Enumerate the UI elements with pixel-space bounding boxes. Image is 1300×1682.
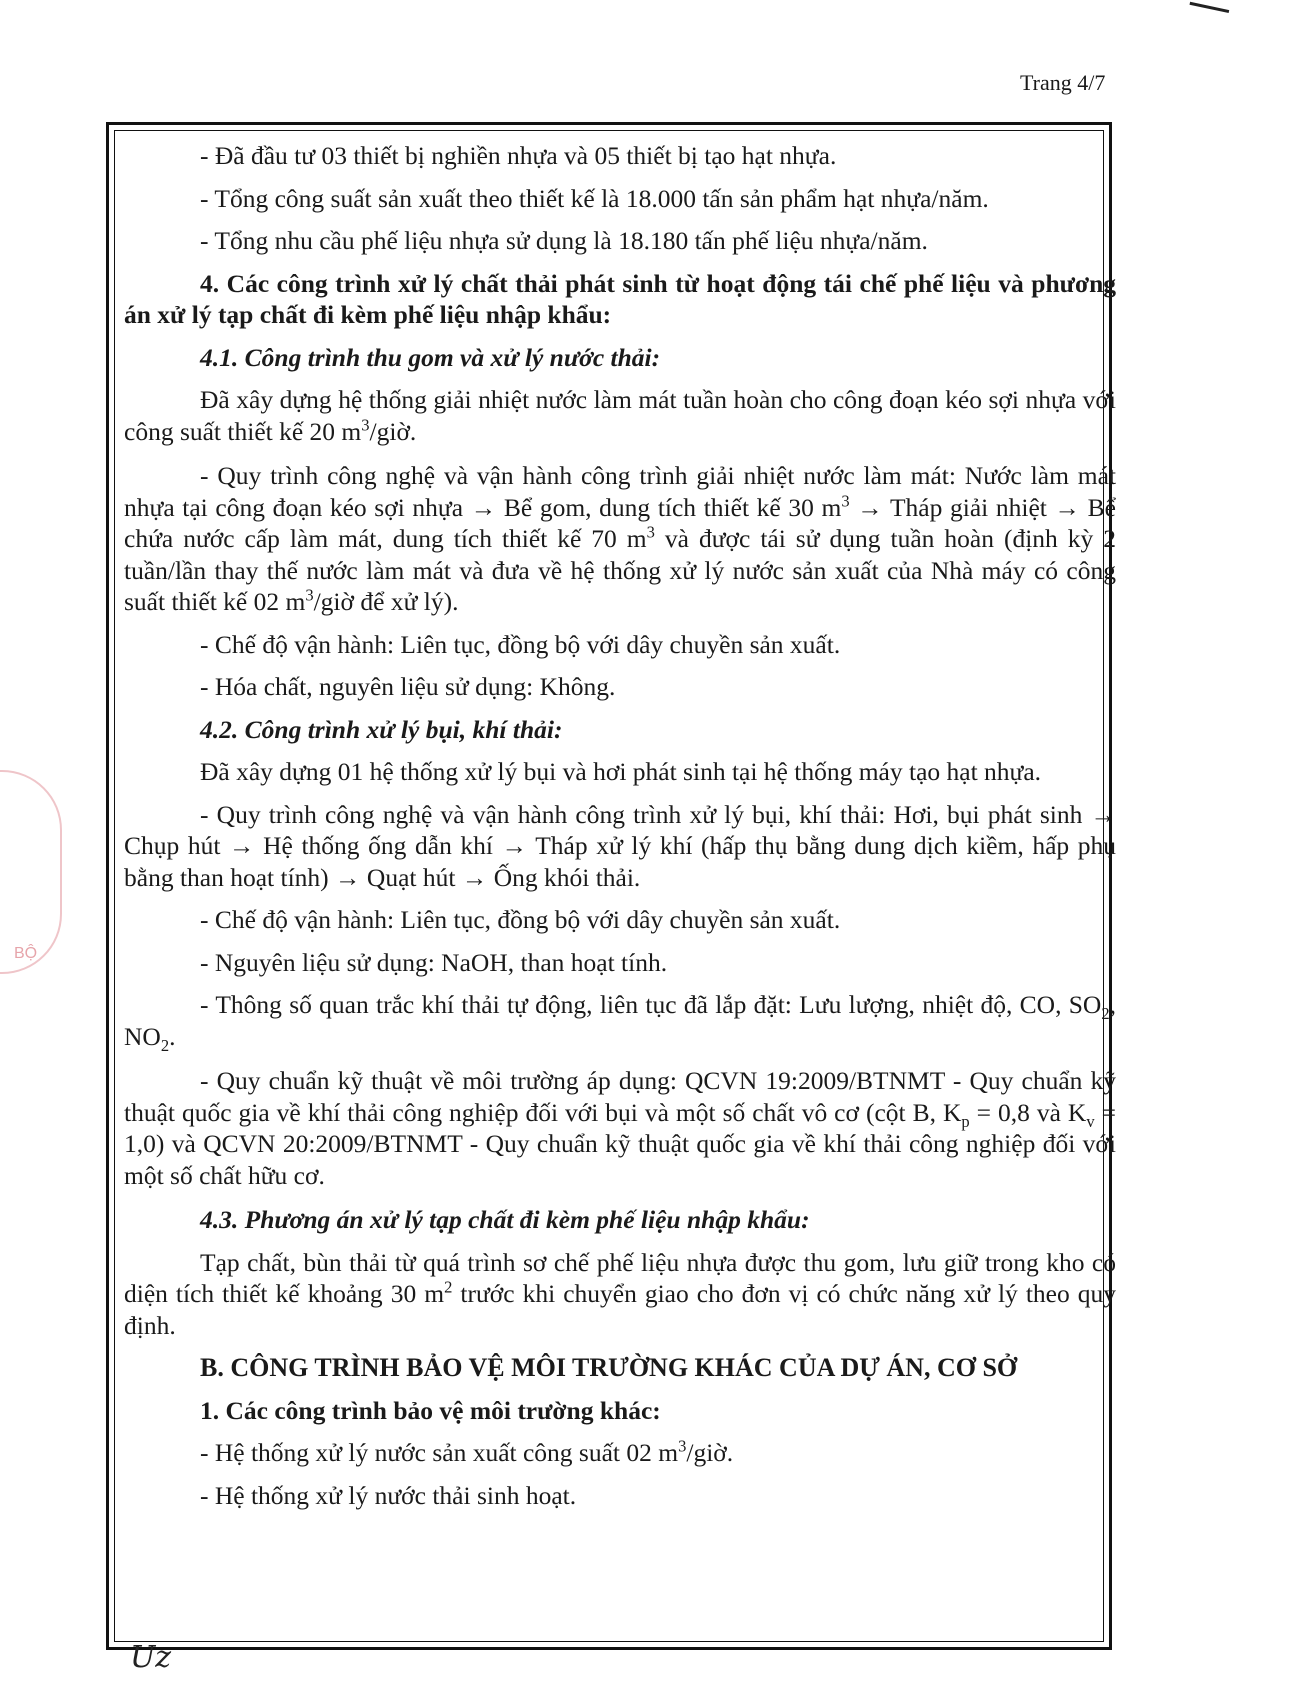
paragraph-standards: - Quy chuẩn kỹ thuật về môi trường áp dụng: QCVN 19:2009/BTNMT - Quy chuẩn kỹ thuật quốc gia về khí thải công nghiệp đối với bụi và một số chất vô cơ (cột B, $K_p = 0,8$ và $K_v = 1,0$) và QCVN 20:2009/BTNMT - Quy chuẩn kỹ thuật quốc gia về khí thải công nghiệp đối với một số chất hữu cơ.	[124, 1066, 1117, 1190]
heading-section-b: B. CÔNG TRÌNH BẢO VỆ MÔI TRƯỜNG KHÁC CỦA DỰ ÁN, CƠ SỞ	[200, 1353, 1018, 1382]
paragraph-equipment: - Đã đầu tư 03 thiết bị nghiền nhựa và 05 thiết bị tạo hạt nhựa.	[200, 141, 837, 170]
handwritten-initials: Uz	[130, 1640, 172, 1675]
paragraph-cooling-process: - Quy trình công nghệ và vận hành công trình giải nhiệt nước làm mát: Nước làm mát nhựa tại công đoạn kéo sợi nhựa → Bể gom, dung tích thiết kế 30 $m^3$ → Tháp giải nhiệt → Bể chứa nước cấp làm mát, dung tích thiết kế 70 $m^3$ và được tái sử dụng tuần hoàn (định kỳ 2 tuần/lần thay thế nước làm mát và đưa về hệ thống xử lý nước sản xuất của Nhà máy có công suất thiết kế 02 $m^3$/giờ để xử lý).	[124, 461, 1116, 616]
paragraph-dust-process: - Quy trình công nghệ và vận hành công trình xử lý bụi, khí thải: Hơi, bụi phát sinh → Chụp hút → Hệ thống ống dẫn khí → Tháp xử lý khí (hấp thụ bằng dung dịch kiềm, hấp phụ bằng than hoạt tính) → Quạt hút → Ống khói thải.	[124, 799, 1116, 892]
red-seal-stamp	[0, 770, 62, 974]
page-number: Trang 4/7	[1020, 70, 1106, 95]
paragraph-operation-mode: - Chế độ vận hành: Liên tục, đồng bộ với dây chuyền sản xuất.	[200, 629, 841, 659]
scan-corner-mark	[1190, 0, 1231, 13]
paragraph-scrap-demand: - Tổng nhu cầu phế liệu nhựa sử dụng là 18.180 tấn phế liệu nhựa/năm.	[200, 226, 928, 255]
heading-4-1: 4.1. Công trình thu gom và xử lý nước thải:	[200, 342, 661, 372]
heading-b-1: 1. Các công trình bảo vệ môi trường khác:	[200, 1395, 661, 1425]
red-seal-stamp-text: BỘ	[14, 945, 38, 962]
paragraph-cooling-system: Đã xây dựng hệ thống giải nhiệt nước làm mát tuần hoàn cho công đoạn kéo sợi nhựa với công suất thiết kế 20 $m^3$/giờ.	[124, 385, 1116, 446]
heading-section-4: 4. Các công trình xử lý chất thải phát sinh từ hoạt động tái chế phế liệu và phương án xử lý tạp chất đi kèm phế liệu nhập khẩu:	[124, 268, 1116, 329]
heading-4-2: 4.2. Công trình xử lý bụi, khí thải:	[200, 714, 563, 744]
paragraph-capacity: - Tổng công suất sản xuất theo thiết kế là 18.000 tấn sản phẩm hạt nhựa/năm.	[200, 183, 989, 213]
paragraph-dust-operation: - Chế độ vận hành: Liên tục, đồng bộ với dây chuyền sản xuất.	[200, 905, 841, 934]
paragraph-impurities: Tạp chất, bùn thải từ quá trình sơ chế phế liệu nhựa được thu gom, lưu giữ trong kho có diện tích thiết kế khoảng 30 $m^2$ trước khi chuyển giao cho đơn vị có chức năng xử lý theo quy định.	[124, 1247, 1116, 1340]
heading-4-3: 4.3. Phương án xử lý tạp chất đi kèm phế liệu nhập khẩu:	[200, 1205, 810, 1234]
paragraph-domestic-water: - Hệ thống xử lý nước thải sinh hoạt.	[200, 1480, 577, 1510]
paragraph-chemicals: - Hóa chất, nguyên liệu sử dụng: Không.	[200, 672, 616, 701]
paragraph-dust-system: Đã xây dựng 01 hệ thống xử lý bụi và hơi phát sinh tại hệ thống máy tạo hạt nhựa.	[200, 757, 1042, 786]
paragraph-production-water: - Hệ thống xử lý nước sản xuất công suất 02 $m^3$/giờ.	[200, 1436, 734, 1467]
paragraph-monitoring: - Thông số quan trắc khí thải tự động, liên tục đã lắp đặt: Lưu lượng, nhiệt độ, CO, $SO_2$, $NO_2$.	[124, 990, 1116, 1055]
paragraph-dust-materials: - Nguyên liệu sử dụng: NaOH, than hoạt tính.	[200, 947, 668, 977]
document-body	[124, 140, 1116, 1511]
